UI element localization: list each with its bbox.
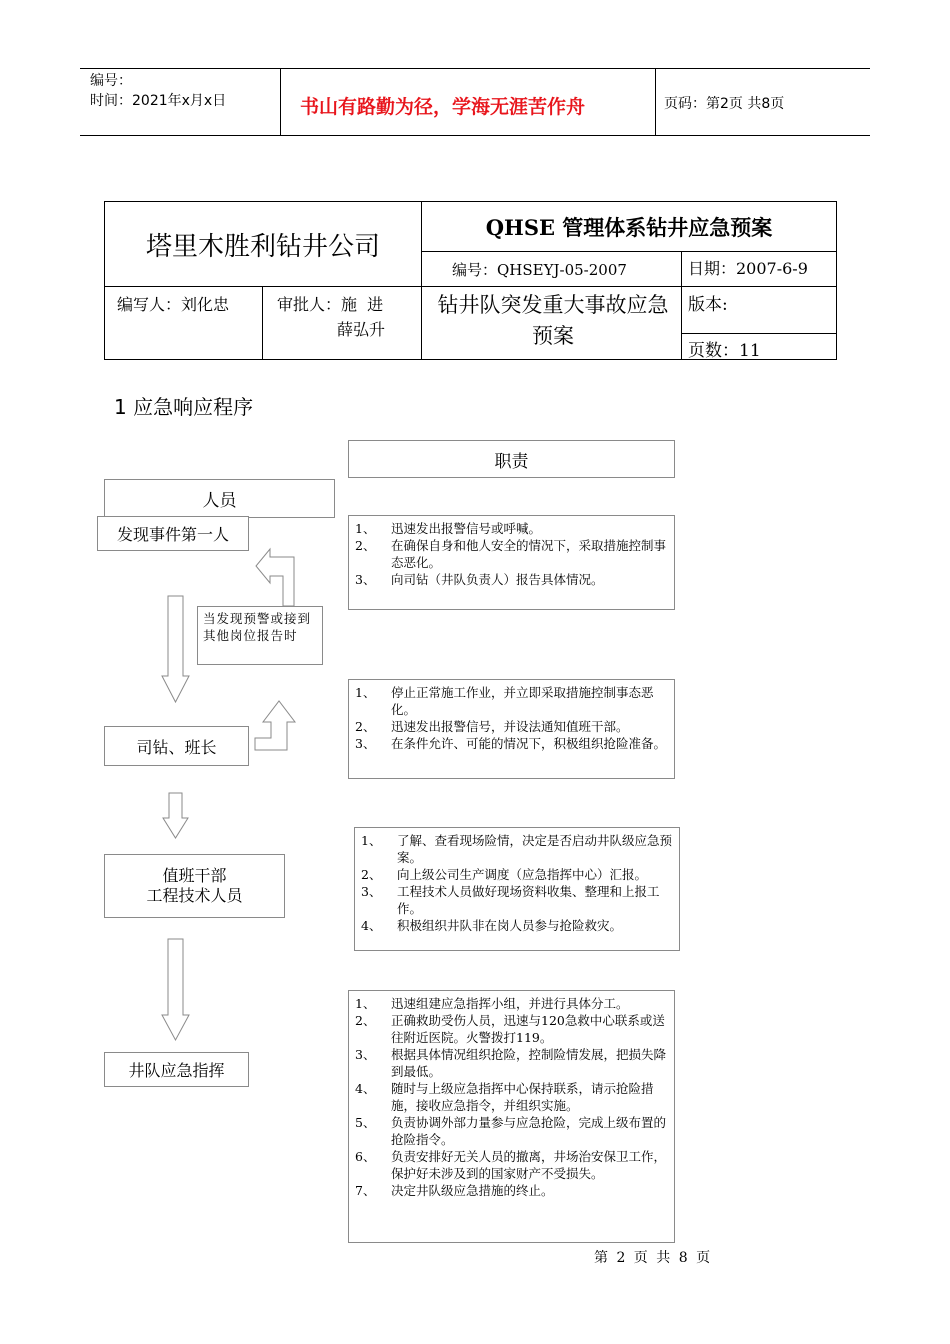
duty-item: 1、 停止正常施工作业，并立即采取措施控制事态恶化。 bbox=[355, 685, 654, 717]
role-label: 值班干部 工程技术人员 bbox=[146, 866, 243, 905]
duty-item: 6、 负责安排好无关人员的撤离，井场治安保卫工作，保护好未涉及到的国家财产不受损失。 bbox=[355, 1149, 667, 1181]
up-arrow-icon bbox=[255, 701, 295, 750]
duty-item: 1、 迅速发出报警信号或呼喊。 bbox=[355, 521, 542, 536]
header-motto: 书山有路勤为径，学海无涯苦作舟 bbox=[300, 96, 586, 118]
return-arrow-icon bbox=[256, 549, 294, 606]
writer: 编写人：刘化忠 bbox=[117, 295, 230, 314]
role-label: 发现事件第一人 bbox=[116, 525, 229, 544]
duty-item: 5、 负责协调外部力量参与应急抢险，完成上级布置的抢险指令。 bbox=[355, 1115, 667, 1147]
role-label: 井队应急指挥 bbox=[128, 1061, 225, 1080]
version: 版本: bbox=[688, 295, 728, 315]
duty-item: 4、 随时与上级应急指挥中心保持联系，请示抢险措施，接收应急指令，并组织实施。 bbox=[355, 1081, 654, 1113]
system-title: QHSE 管理体系钻井应急预案 bbox=[485, 214, 773, 240]
duty-item: 7、 决定井队级应急措施的终止。 bbox=[355, 1183, 554, 1198]
duty-item: 1、 了解、查看现场险情，决定是否启动井队级应急预案。 bbox=[361, 833, 673, 865]
doc-number: 编号：QHSEYJ-05-2007 bbox=[452, 261, 627, 279]
duty-item: 2、 向上级公司生产调度（应急指挥中心）汇报。 bbox=[361, 867, 648, 882]
duty-header-label: 职责 bbox=[494, 451, 529, 472]
down-arrow-icon bbox=[162, 939, 189, 1040]
doc-date: 日期：2007-6-9 bbox=[688, 259, 808, 278]
duty-item: 3、 在条件允许、可能的情况下，积极组织抢险准备。 bbox=[355, 736, 667, 751]
down-arrow-icon bbox=[162, 596, 189, 702]
header-page-code: 页码：第2页 共8页 bbox=[664, 96, 785, 112]
person-header-label: 人员 bbox=[202, 491, 237, 511]
duty-item: 2、 正确救助受伤人员，迅速与120急救中心联系或送往附近医院。火警拨打119。 bbox=[355, 1013, 665, 1045]
approver-line1: 审批人：施 进 bbox=[277, 295, 384, 314]
trigger-note-text: 当发现预警或接到其他岗位报告时 bbox=[203, 611, 312, 643]
duty-item: 3、 工程技术人员做好现场资料收集、整理和上报工作。 bbox=[361, 884, 660, 916]
duty-item: 3、 向司钻（井队负责人）报告具体情况。 bbox=[355, 572, 604, 587]
down-arrow-icon bbox=[163, 793, 188, 838]
duty-item: 2、 迅速发出报警信号，并设法通知值班干部。 bbox=[355, 719, 629, 734]
approver-line2: 薛弘升 bbox=[337, 320, 386, 339]
section-heading: 1 应急响应程序 bbox=[114, 395, 254, 419]
role-label: 司钻、班长 bbox=[136, 737, 217, 757]
footer-page-number: 第 2 页 共 8 页 bbox=[594, 1250, 711, 1266]
header-code-label: 编号： bbox=[90, 73, 132, 89]
duty-item: 2、 在确保自身和他人安全的情况下，采取措施控制事态恶化。 bbox=[355, 538, 667, 570]
duty-item: 4、 积极组织井队非在岗人员参与抢险救灾。 bbox=[361, 918, 623, 933]
header-time-label: 时间：2021年x月x日 bbox=[90, 93, 227, 109]
duty-item: 1、 迅速组建应急指挥小组，并进行具体分工。 bbox=[355, 996, 629, 1011]
company-name: 塔里木胜利钻井公司 bbox=[145, 231, 380, 262]
page-count: 页数：11 bbox=[688, 341, 761, 361]
doc-title: 钻井队突发重大事故应急预案 bbox=[437, 293, 669, 348]
duty-item: 3、 根据具体情况组织抢险，控制险情发展，把损失降到最低。 bbox=[355, 1047, 667, 1079]
